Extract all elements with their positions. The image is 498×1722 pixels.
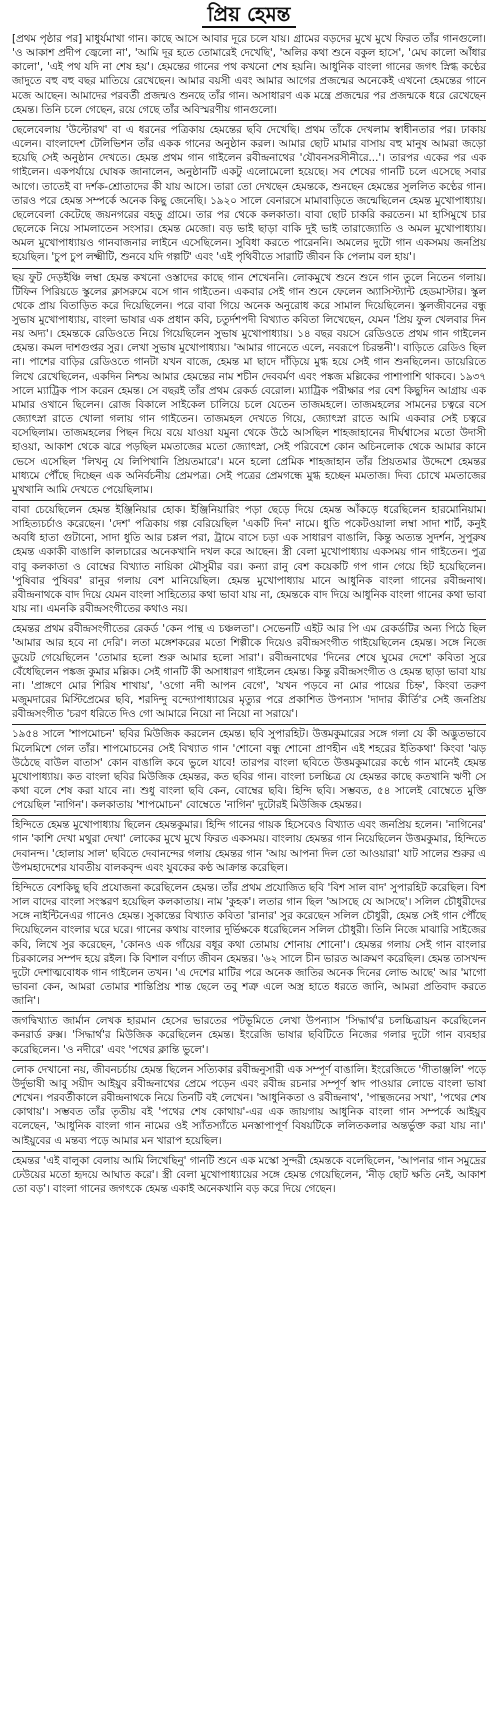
title-wrap bbox=[12, 0, 486, 30]
article-paragraph: ছেলেবেলায় 'উল্টোরথ' বা এ ধরনের পত্রিকায় হেমন্তের ছবি দেখেছি। প্রথম তাঁকে দেখলাম স্বাধীনতার পর। ঢাকায় এলেন। বাংলাদেশ টেলিভিশন তাঁর একক গানের অনুষ্ঠান করল। আমার ছোট মামার বাসায় বহু মানুষ আমরা জড়ো হয়েছি সেই অনুষ্ঠান দেখতে। হেমন্ত প্রথম গান গাইলেন রবীন্দ্রনাথের 'যৌবনসরসীনীরে...'। তারপর একের পর এক গাইলেন। একপর্যায়ে ঘোষক জানালেন, অনুষ্ঠানটি একটু এলোমেলো হয়েছে। সব শেষের গানটি চলে এসেছে সবার আগে। তাতেই বা দর্শক-শ্রোতাদের কী যায় আসে। তারা তো দেখছেন হেমন্তকে, শুনছেন হেমন্তের সুললিত কণ্ঠের গান। তারও পরে হেমন্ত সম্পর্কে অনেক কিছু জেনেছি। ১৯২০ সালে বেনারসে মামাবাড়িতে জন্মেছিলেন হেমন্ত মুখোপাধ্যায়। ছেলেবেলা কেটেছে জয়নগরের বহড়ু গ্রামে। তার পর থেকে কলকাতা। বাবা ছোট চাকরি করতেন। মা হাসিমুখে চার ছেলেকে নিয়ে সামলাতেন সংসার। হেমন্ত মেজো। বড় ভাই ছাড়া বাকি দুই ভাই তারাজ্যোতি ও অমল মুখোপাধ্যায়। অমল মুখোপাধ্যায়ও গানবাজনার লাইনে এসেছিলেন। সুবিধা করতে পারেননি। অমলের দুটো গান একসময় জনপ্রিয় হয়েছিল। 'চুপ চুপ লক্ষ্মীটি, শুনবে যদি গল্পটি' এবং 'এই পৃথিবীতে সারাটি জীবন কি পেলাম বল হায়'। bbox=[12, 121, 486, 269]
article-paragraph: হিন্দিতে হেমন্ত মুখোপাধ্যায় ছিলেন হেমন্তকুমার। হিন্দি গানের গায়ক হিসেবেও বিখ্যাত এবং জনপ্রিয় হলেন। 'নাগিনের' গান 'কাশি দেখা মথুরা দেখা' লোকের মুখে মুখে ফিরত একসময়। বাংলায় হেমন্তর গান নিয়েছিলেন উত্তমকুমার, হিন্দিতে দেবানন্দ। 'হোলায় সাল' ছবিতে দেবানন্দের গলায় হেমন্তর গান 'আয় আপনা দিল তো আওয়ারা' যাট সালের শুরুর এ উপমহাদেশের যাবতীয় বালকবৃন্দ এবং যুবকের কণ্ঠ আক্রান্ত করেছিল। bbox=[12, 816, 486, 879]
article-paragraph: [প্রথম পৃষ্ঠার পর] মাধুর্যমাখা গান। কাছে আসে আবার দূরে চলে যায়। গ্রামের বড়দের মুখে মুখে ফিরত তাঁর গানগুলো। 'ও আকাশ প্রদীপ জ্বেলো না', 'আমি দূর হতে তোমারেই দেখেছি', 'অলির কথা শুনে বকুল হাসে', 'মেঘ কালো আঁধার কালো', 'এই পথ যদি না শেষ হয়'। হেমন্তের গানের পথ কখনো শেষ হয়নি। আধুনিক বাংলা গানের জগৎ স্নিগ্ধ কণ্ঠের জাদুতে বহু বহু বছর মাতিয়ে রেখেছেন। আমার বয়সী এবং আমার আগের প্রজন্মের অনেকেই এখনো হেমন্তের গানে মজে আছেন। আমাদের পরবর্তী প্রজন্মও শুনছে তাঁর গান। অসাধারণ এক মন্ত্রে প্রজন্মের পর প্রজন্মকে ধরে রেখেছেন হেমন্ত। তিনি চলে গেছেন, রয়ে গেছে তাঁর অবিস্মরণীয় গানগুলো। bbox=[12, 30, 486, 121]
article-paragraph: ছয় ফুট দেড়ইঞ্চি লম্বা হেমন্ত কখনো ওস্তাদের কাছে গান শেখেননি। লোকমুখে শুনে শুনে গান তুলে নিতেন গলায়। টিফিন পিরিয়ডে স্কুলের ক্লাসরুমে বসে গান গাইতেন। একবার সেই গান শুনে ফেলেন অ্যাসিস্ট্যান্ট হেডমাস্টার। স্কুল থেকে প্রায় বিতাড়িত করে দিয়েছিলেন। পরে বাবা গিয়ে অনেক অনুরোধ করে সামাল দিয়েছিলেন। স্কুলজীবনের বন্ধু সুভাষ মুখোপাধ্যায়, বাংলা ভাষার এক প্রধান কবি, চতুর্দশপদী বিখ্যাত কবিতা লিখেছেন, যেমন 'প্রিয় ফুল খেলবার দিন নয় অদ্য'। হেমন্তকে রেডিওতে নিয়ে গিয়েছিলেন সুভাষ মুখোপাধ্যায়। ১৪ বছর বয়সে রেডিওতে প্রথম গান গাইলেন হেমন্ত। কমল দাশগুপ্তর সুর। লেখা সুভাষ মুখোপাধ্যায়। 'আমার গানেতে এলে, নবরূপে চিরন্তনী'। বাড়িতে রেডিও ছিল না। পাশের বাড়ির রেডিওতে গানটা যখন বাজে, হেমন্ত মা ছাদে দাঁড়িয়ে মুগ্ধ হয়ে সেই গান শুনছিলেন। ডায়েরিতে লিখে রেখেছিলেন, একদিন নিশ্চয় আমার হেমন্তের নাম শচীন দেববর্মণ এবং পঙ্কজ মল্লিকের পাশাপাশি থাকবে। ১৯৩৭ সালে ম্যাট্রিক পাস করেন হেমন্ত। সে বছরই তাঁর প্রথম রেকর্ড বেরোল। ম্যাট্রিক পরীক্ষার পর বেশ কিছুদিন আগ্রায় এক মামার ওখানে ছিলেন। রোজ বিকালে সাইকেল চালিয়ে চলে যেতেন তাজমহলে। তাজমহলের সামনের চত্বরে বসে জ্যোৎস্না রাতে খোলা গলায় গান গাইতেন। তাজমহল দেখতে গিয়ে, জ্যোৎস্না রাতে আমি একবার সেই চত্বরে বসেছিলাম। তাজমহলের পিছন দিয়ে বয়ে যাওয়া যমুনা থেকে উঠে আসছিল শাহজাহানের দীর্ঘশ্বাসের মতো উদাসী হাওয়া, আকাশ থেকে ঝরে পড়ছিল মমতাজের মতো জ্যোৎস্না, সেই পরিবেশে কোন অচিনলোক থেকে আমার কানে ভেসে এসেছিল 'লিখনু যে লিপিখানি প্রিয়তমারে'। মনে হলো প্রেমিক শাহজাহান তাঁর প্রিয়তমার উদ্দেশে হেমন্তর মাধ্যমে পৌঁছে দিচ্ছেন এক অনির্বচনীয় প্রেমপত্র। সেই পত্রের প্রেমগন্ধে মুগ্ধ হচ্ছেন মমতাজ। দিব্য চোখে মমতাজের মুখখানি আমি দেখতে পেয়েছিলাম। bbox=[12, 269, 486, 502]
article-paragraph: জগদ্বিখ্যাত জার্মান লেখক হারমান হেসের ভারতের পটভূমিতে লেখা উপন্যাস 'সিদ্ধার্থ'র চলচ্চিত্রায়ন করেছিলেন কনরার্ড রুক্স। 'সিদ্ধার্থ'র মিউজিক করেছিলেন হেমন্ত। ইংরেজি ভাষার ছবিটিতে নিজের গলার দুটো গান ব্যবহার করেছিলেন। 'ও নদীরে' এবং 'পথের ক্লান্তি ভুলে'। bbox=[12, 1012, 486, 1060]
article-body bbox=[12, 30, 486, 1199]
article-title: প্রিয় হেমন্ত bbox=[202, 2, 297, 28]
article-paragraph: হেমন্তর প্রথম রবীন্দ্রসংগীতের রেকর্ড 'কেন পান্থ এ চঞ্চলতা'। সেভেনটি এইট আর পি এম রেকর্ডটির অন্য পিঠে ছিল 'আমার আর হবে না দেরি'। লতা মঙ্গেশকরের মতো শিল্পীকে দিয়েও রবীন্দ্রসংগীত গাইয়েছিলেন হেমন্ত। সঙ্গে নিজে ডুয়েট গেয়েছিলেন 'তোমার হলো শুরু আমার হলো সারা'। রবীন্দ্রনাথের 'দিনের শেষে ঘুমের দেশে' কবিতা সুরে বেঁধেছিলেন পঙ্কজ কুমার মল্লিক। সেই গানটি কী অসাধারণ গাইলেন হেমন্ত। কিন্তু রবীন্দ্রসংগীত ও হেমন্ত ছাড়া ভাবা যায় না। 'প্রাঙ্গণে মোর শিরিষ শাখায়', 'ওগো নদী আপন বেগে', 'যখন পড়বে না মোর পায়ের চিহ্ন', কিংবা তরুণ মজুমদারের মিস্টিপ্রেমের ছবি, শরদিন্দু বন্দ্যোপাধ্যায়ের মৃত্যুর পরে প্রকাশিত উপন্যাস 'দাদার কীর্তি'র সেই জনপ্রিয় রবীন্দ্রসংগীত 'চরণ ধরিতে দিও গো আমারে নিয়ো না নিয়ো না সরায়ে'। bbox=[12, 620, 486, 725]
article-paragraph: ১৯৫৪ সালে 'শাপমোচন' ছবির মিউজিক করলেন হেমন্ত। ছবি সুপারহিট। উত্তমকুমারের সঙ্গে গলা যে কী অদ্ভুতভাবে মিলেমিশে গেল তাঁর। শাপমোচনের সেই বিখ্যাত গান 'শোনো বন্ধু শোনো প্রাণহীন এই শহরের ইতিকথা' কিংবা 'ঝড় উঠেছে বাউল বাতাস' কোন বাঙালি কবে ভুলে যাবে! তারপর বাংলা ছবিতে উত্তমকুমারের কণ্ঠে গান মানেই হেমন্ত মুখোপাধ্যায়। কত বাংলা ছবির মিউজিক হেমন্তর, কত ছবির গান। বাংলা চলচ্চিত্র যে হেমন্তর কাছে কতখানি ঋণী সে কথা বলে শেষ করা যাবে না। শুধু বাংলা ছবি কেন, বোম্বের ছবি। হিন্দি ছবি। সম্ভবত, ৫৪ সালেই বোম্বেতে মুক্তি পেয়েছিল 'নাগিন'। কলকাতায় 'শাপমোচন' বোম্বেতে 'নাগিন' দুটোরই মিউজিক হেমন্তর। bbox=[12, 725, 486, 816]
article-paragraph: হিন্দিতে বেশকিছু ছবি প্রযোজনা করেছিলেন হেমন্ত। তাঁর প্রথম প্রযোজিত ছবি 'বিশ সাল বাদ' সুপারহিট করেছিল। বিশ সাল বাদের বাংলা সংস্করণ হয়েছিল কলকাতায়। নাম 'কুহক'। লতার গান ছিল 'আসছে যে আসছে'। সলিল চৌধুরীদের সঙ্গে নাইন্টিনেএর গানেও হেমন্ত। সুকান্তের বিখ্যাত কবিতা 'রানার' সুর করেছেন সলিল চৌধুরী, হেমন্ত সেই গান পৌঁছে দিয়েছিলেন বাংলার ঘরে ঘরে। গানের কথায় বাংলার দুর্ভিক্ষকে ধরেছিলেন সলিল চৌধুরী। তিনি নিজে মাঝারি সাইজের কবি, লিখে সুর করেছেন, 'কোনও এক গাঁয়ের বধূর কথা তোমায় শোনায় শোনো'। হেমন্তর গলায় সেই গান বাংলার চিরকালের সম্পদ হয়ে রইল। কি বিশাল বর্ণাঢ্য জীবন হেমন্তর। '৬২ সালে চীন ভারত আক্রমণ করেছিল। হেমন্ত তাসখন্দ দুটো দেশাত্মবোধক গান গাইলেন তখন। 'এ দেশের মাটির পরে অনেক জাতির অনেক দিনের লোভ আছে' আর 'মাগো ভাবনা কেন, আমরা তোমার শান্তিপ্রিয় শান্ত ছেলে তবু শত্রু এলে অস্ত্র হাতে ধরতে জানি, আমরা প্রতিবাদ করতে জানি'। bbox=[12, 879, 486, 1012]
article-paragraph: লোক দেখানো নয়, জীবনচর্চায় হেমন্ত ছিলেন সত্যিকার রবীন্দ্রনুসারী এক সম্পূর্ণ বাঙালি। ইংরেজিতে 'গীতাঞ্জলি' পড়ে উর্দুভাষী আবু সয়ীদ আইয়ুব রবীন্দ্রনাথের প্রেমে পড়েন এবং রবীন্দ্র রচনার সম্পূর্ণ স্বাদ পাওয়ার লোভে বাংলা ভাষা শেখেন। পরবর্তীকালে রবীন্দ্রনাথকে নিয়ে তিনটি বই লেখেন। 'আধুনিকতা ও রবীন্দ্রনাথ', 'পান্থজনের সখা', 'পথের শেষ কোথায়'। সম্ভবত তাঁর তৃতীয় বই 'পথের শেষ কোথায়'-এর এক জায়গায় আধুনিক বাংলা গান সম্পর্কে আইয়ুব বলেছেন, 'আধুনিক বাংলা গান নামের ওই স্যাঁতস্যাঁতে মনস্তাপাপূর্ণ বিষয়টিকে ললিতকলার অন্তর্ভুক্ত করা যায় না।' আইয়ুবের এ মন্তব্য পড়ে আমার মন খারাপ হয়েছিল। bbox=[12, 1061, 486, 1152]
article-paragraph: বাবা চেয়েছিলেন হেমন্ত ইঞ্জিনিয়ার হোক। ইঞ্জিনিয়ারিং পড়া ছেড়ে দিয়ে হেমন্ত আঁকড়ে ধরেছিলেন হারমোনিয়াম। সাহিত্যচর্চাও করেছেন। 'দেশ' পত্রিকায় গল্প বেরিয়েছিল 'একটি দিন' নামে। ধুতি পকেটওয়ালা লম্বা সাদা শার্ট, কনুই অবধি হাতা গুটানো, সাদা ধুতি আর চপ্পল পরা, ট্রামে বাসে চড়া এক সাধারণ বাঙালি, কিন্তু অত্যন্ত সুদর্শন, সুপুরুষ হেমন্ত একাকী বাঙালি কালচারের অনেকখানি দখল করে আছেন। স্ত্রী বেলা মুখোপাধ্যায় একসময় গান গাইতেন। পুত্র বাবু কলকাতা ও বোম্বের বিখ্যাত নায়িকা মৌসুমীর বর। কন্যা রানু বেশ কয়েকটি গপ গান গেয়ে হিট হয়েছিলেন। 'পুষিবার পুষিবর' রানুর গলায় বেশ মানিয়েছিল। হেমন্ত মুখোপাধ্যায় মানে আধুনিক বাংলা গানের রবীন্দ্রনাথ। রবীন্দ্রনাথকে বাদ দিয়ে যেমন বাংলা সাহিত্যের কথা ভাবা যায় না, হেমন্তকে বাদ দিয়ে আধুনিক বাংলা গানের কথা ভাবা যায় না। এমনকি রবীন্দ্রসংগীতের কথাও নয়। bbox=[12, 501, 486, 620]
article-paragraph: হেমন্তর 'এই বালুকা বেলায় আমি লিখেছিনু' গানটি শুনে এক মস্কো সুন্দরী হেমন্তকে বলেছিলেন, 'আপনার গান সমুদ্রের ঢেউয়ের মতো হৃদয়ে আঘাত করে'। স্ত্রী বেলা মুখোপাধ্যায়ের সঙ্গে হেমন্ত গেয়েছিলেন, 'নীড় ছোট ক্ষতি নেই, আকাশ তো বড়'। বাংলা গানের জগৎকে হেমন্ত একাই অনেকখানি বড় করে দিয়ে গেছেন। bbox=[12, 1154, 486, 1196]
